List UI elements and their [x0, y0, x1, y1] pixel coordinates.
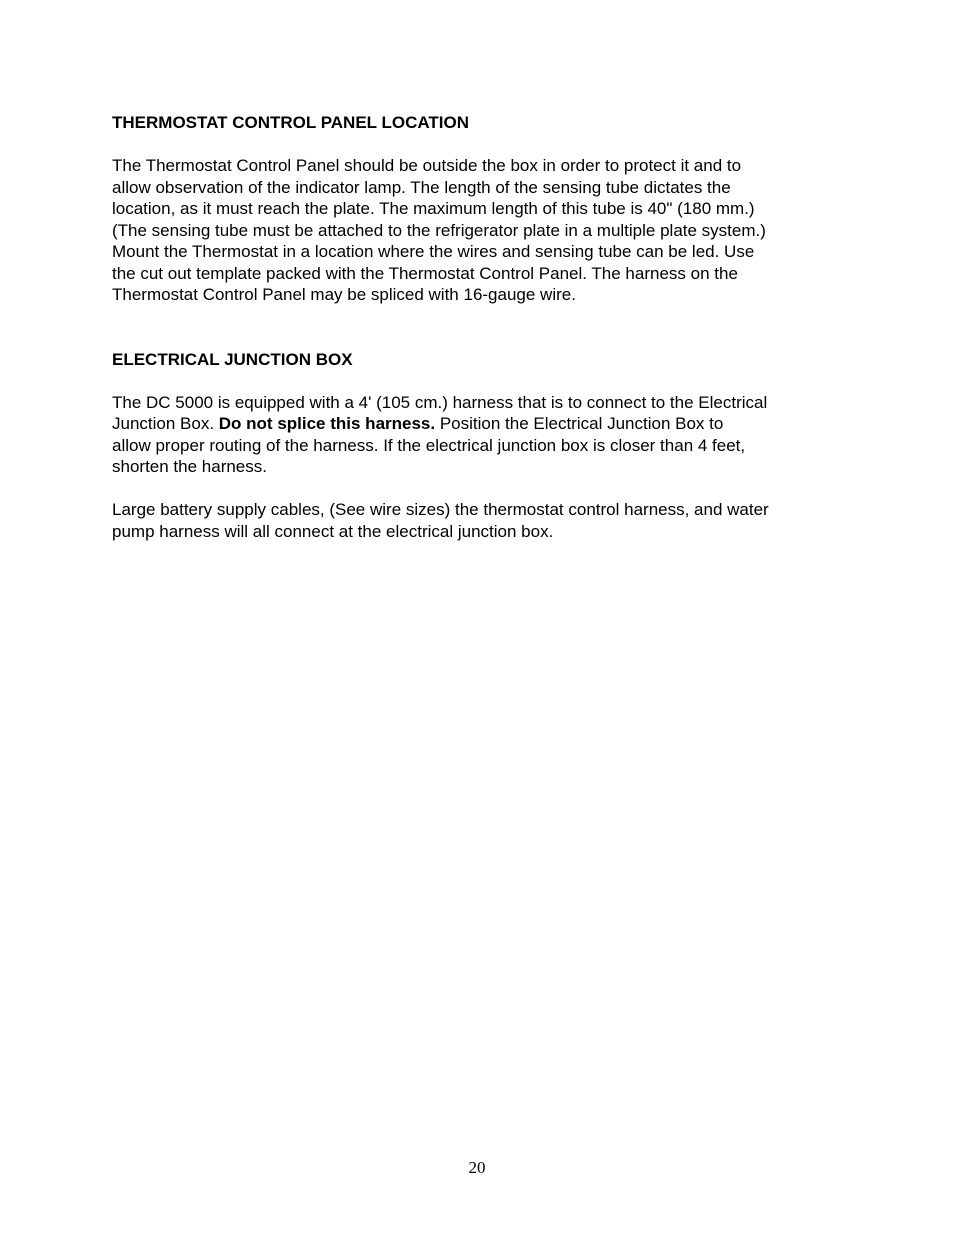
spacer: [112, 134, 852, 156]
text-line: allow observation of the indicator lamp. The length of the sensing tube dictates the: [112, 177, 731, 197]
page-body: [112, 112, 852, 542]
text-run: Junction Box.: [112, 414, 219, 433]
paragraph-thermostat-location: [112, 155, 852, 306]
text-line: location, as it must reach the plate. The maximum length of this tube is 40" (180 mm.): [112, 199, 755, 218]
text-line: Thermostat Control Panel may be spliced with 16-gauge wire.: [112, 285, 576, 304]
spacer: [112, 306, 852, 349]
text-line: shorten the harness.: [112, 457, 267, 476]
text-line: The DC 5000 is equipped with a 4' (105 cm.) harness that is to connect to the Electrical: [112, 392, 768, 412]
spacer: [112, 478, 852, 500]
text-line: The Thermostat Control Panel should be outside the box in order to protect it and to: [112, 156, 742, 175]
section-heading-thermostat: THERMOSTAT CONTROL PANEL LOCATION: [112, 113, 469, 132]
text-line: Mount the Thermostat in a location where the wires and sensing tube can be led. Use: [112, 242, 755, 261]
text-line: the cut out template packed with the Thermostat Control Panel. The harness on the: [112, 263, 738, 283]
text-line: Large battery supply cables, (See wire sizes) the thermostat control harness, and water: [112, 500, 769, 519]
section-heading-junction-box: ELECTRICAL JUNCTION BOX: [112, 349, 353, 369]
text-line: (The sensing tube must be attached to the refrigerator plate in a multiple plate system.): [112, 220, 766, 240]
page-number: 20: [468, 1158, 486, 1177]
text-run: Position the Electrical Junction Box to: [435, 414, 724, 433]
text-line: pump harness will all connect at the electrical junction box.: [112, 521, 554, 541]
paragraph-battery-cables: [112, 499, 852, 542]
text-line: allow proper routing of the harness. If the electrical junction box is closer than 4 feet,: [112, 435, 746, 455]
paragraph-junction-box-harness: [112, 392, 852, 478]
warning-text: Do not splice this harness.: [218, 414, 436, 433]
spacer: [112, 370, 852, 392]
text-line: [112, 413, 852, 435]
